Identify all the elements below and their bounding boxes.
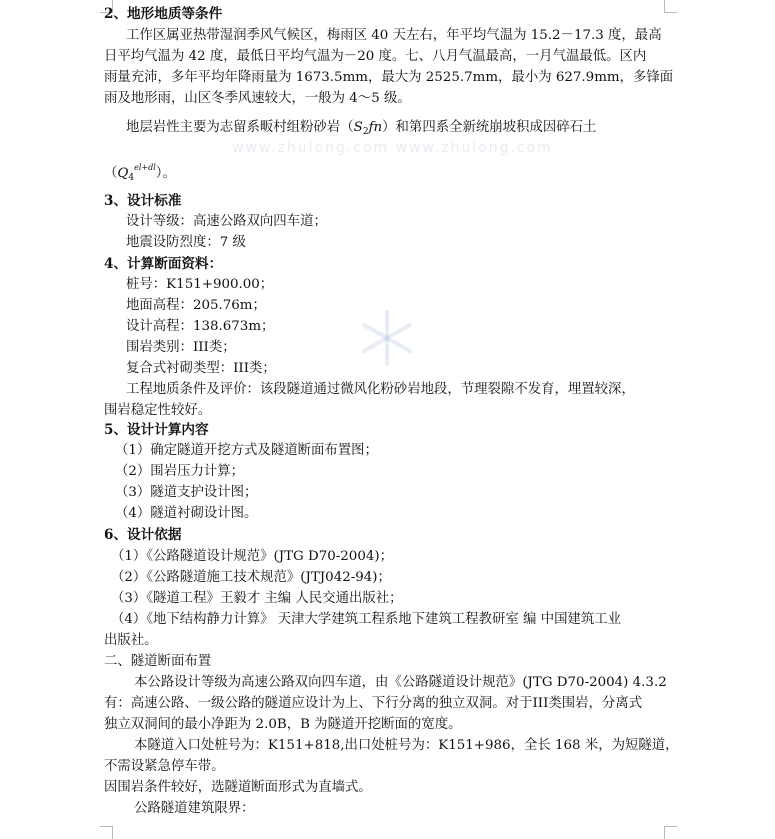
section-2-geology-line-2	[104, 158, 176, 188]
section-6-heading: 6、设计依据	[104, 527, 182, 543]
formula-q-superscript: el+dl	[134, 163, 156, 172]
section-5-item-3: （3）隧道支护设计图；	[115, 485, 258, 500]
part-2-para-3: 因围岩条件较好，选隧道断面形式为直墙式。	[104, 780, 372, 795]
section-4-line-2: 地面高程：205.76m；	[126, 298, 266, 313]
section-6-ref-2: （2）《公路隧道施工技术规范》(JTJ042-94)；	[111, 570, 391, 585]
part-2-para-4: 公路隧道建筑限界：	[134, 801, 255, 816]
section-4-line-3: 设计高程：138.673m；	[126, 319, 275, 334]
page-corner-mark-bottom-right	[664, 826, 677, 839]
section-3-line-2: 地震设防烈度：7 级	[126, 235, 246, 250]
section-5-item-4: （4）隧道衬砌设计图。	[115, 506, 258, 521]
page-corner-mark-top-right	[664, 0, 677, 13]
section-4-line-5: 复合式衬砌类型：III类；	[126, 361, 276, 376]
section-2-geology-line-1	[126, 118, 596, 142]
geology-text-pre: 地层岩性主要为志留系畈村组粉砂岩（	[126, 120, 354, 135]
part-2-para-2-line-2: 不需设紧急停车带。	[104, 759, 225, 774]
snowflake-watermark-icon	[357, 308, 417, 368]
section-5-item-2: （2）围岩压力计算；	[115, 464, 245, 479]
section-4-heading: 4、计算断面资料：	[104, 256, 223, 272]
watermark-text: www.zhulong.com www.zhulong.com	[232, 140, 553, 156]
section-6-ref-4-line-1: （4）《地下结构静力计算》 天津大学建筑工程系地下建筑工程教研室 编 中国建筑工业	[111, 612, 622, 627]
section-3-heading: 3、设计标准	[104, 193, 182, 209]
formula-open-paren: （	[104, 166, 118, 181]
part-2-para-1-line-2: 有：高速公路、一级公路的隧道应设计为上、下行分离的独立双洞。对于III类围岩，分离式	[104, 696, 643, 711]
part-2-heading: 二、隧道断面布置	[104, 654, 212, 669]
page-corner-mark-bottom-left	[100, 826, 113, 839]
formula-q4	[117, 163, 156, 183]
section-4-line-4: 围岩类别：III类；	[126, 340, 236, 355]
formula-s-rest: fn	[368, 120, 383, 135]
geology-text-post: ）和第四系全新统崩坡积成因碎石土	[382, 120, 597, 135]
section-2-climate-line-2: 日平均气温为 42 度，最低日平均气温为－20 度。七、八月气温最高，一月气温最低。区内	[104, 49, 647, 64]
formula-s2fn	[354, 120, 383, 135]
formula-s-base: S	[353, 120, 363, 135]
part-2-para-1-line-3: 独立双洞间的最小净距为 2.0B，B 为隧道开挖断面的宽度。	[104, 717, 462, 732]
formula-q-base: Q	[117, 166, 129, 181]
section-2-climate-line-4: 雨及地形雨，山区冬季风速较大，一般为 4～5 级。	[104, 91, 411, 106]
section-2-heading: 2、地形地质等条件	[104, 6, 223, 22]
section-6-ref-4-line-2: 出版社。	[104, 633, 158, 648]
section-2-climate-line-3: 雨量充沛，多年平均年降雨量为 1673.5mm，最大为 2525.7mm，最小为 627.9mm，多锋面	[104, 70, 674, 85]
section-5-heading: 5、设计计算内容	[104, 422, 209, 438]
section-5-item-1: （1）确定隧道开挖方式及隧道断面布置图；	[115, 443, 378, 458]
formula-q-subscript: 4	[128, 173, 135, 183]
section-3-line-1: 设计等级：高速公路双向四车道；	[126, 214, 327, 229]
part-2-para-2-line-1: 本隧道入口处桩号为：K151+818,出口处桩号为：K151+986，全长 168 米，为短隧道，	[134, 738, 679, 753]
section-6-ref-3: （3）《隧道工程》王毅才 主编 人民交通出版社；	[111, 591, 403, 606]
section-2-climate-line-1: 工作区属亚热带湿润季风气候区，梅雨区 40 天左右，年平均气温为 15.2－17.3 度，最高	[126, 28, 662, 43]
section-4-line-6: 工程地质条件及评价：该段隧道通过微风化粉砂岩地段，节理裂隙不发育，埋置较深，	[126, 382, 635, 397]
formula-s-subscript: 2	[362, 127, 369, 137]
section-4-line-1: 桩号：K151+900.00；	[126, 277, 274, 292]
formula-close-paren: ）。	[155, 166, 176, 181]
part-2-para-1-line-1: 本公路设计等级为高速公路双向四车道，由《公路隧道设计规范》(JTG D70-2004) 4.3.2	[134, 675, 667, 690]
section-4-line-7: 围岩稳定性较好。	[104, 403, 212, 418]
section-6-ref-1: （1）《公路隧道设计规范》(JTG D70-2004)；	[111, 549, 393, 564]
